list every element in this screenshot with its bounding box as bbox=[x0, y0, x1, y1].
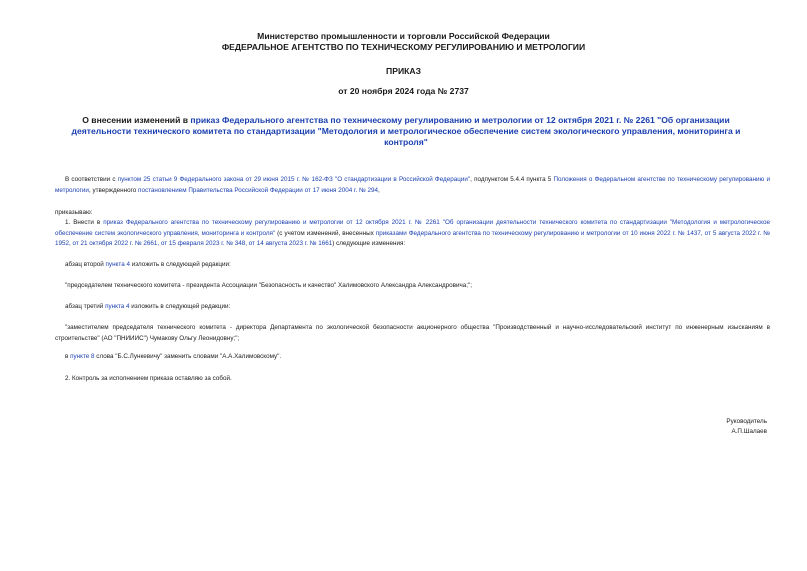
preamble-text-2: , подпунктом 5.4.4 пункта 5 bbox=[470, 176, 554, 183]
ministry-name: Министерство промышленности и торговли Российской Федерации bbox=[257, 31, 550, 41]
order-2261-link[interactable]: приказ Федерального агентства по техническому регулированию и метрологии от 12 октября 2021 г. № 2261 "Об организации деятельности технического комитета по стандартизации "Методология и метрологическое обеспечение систем экологического управления, мониторинга и контроля" bbox=[55, 219, 771, 237]
point-8-link[interactable]: пункте 8 bbox=[70, 353, 95, 360]
p8-text-1: в bbox=[65, 353, 71, 360]
item-2-paragraph: 2. Контроль за исполнением приказа оставляю за собой. bbox=[65, 375, 232, 382]
document-type: ПРИКАЗ bbox=[386, 66, 421, 76]
agency-name: ФЕДЕРАЛЬНОЕ АГЕНТСТВО ПО ТЕХНИЧЕСКОМУ РЕГУЛИРОВАНИЮ И МЕТРОЛОГИИ bbox=[221, 42, 586, 52]
point-8-paragraph bbox=[55, 352, 770, 363]
abz2-paragraph bbox=[55, 260, 770, 271]
quote-2: "заместителем председателя технического комитета - директора Департамента по экологической безопасности акционерного общества "Производственный и научно-исследовательский институт по инженерным изысканиям в строительстве" (АО "ПНИИИС") Чумакову Ольгу Леонидовну;"; bbox=[55, 324, 770, 342]
regulation-link[interactable]: Положения о Федеральном агентстве по техническому регулированию и метрологии bbox=[55, 176, 770, 194]
item1-text-3: ) следующие изменения: bbox=[332, 240, 406, 247]
document-header bbox=[0, 31, 807, 53]
abz3-text-1: абзац третий bbox=[65, 303, 106, 310]
item-1-paragraph bbox=[55, 218, 770, 250]
signature-block bbox=[726, 417, 767, 437]
subject-prefix: О внесении изменений в bbox=[82, 115, 191, 125]
preamble-text-4: , bbox=[378, 186, 380, 194]
point-4-link[interactable]: пункта 4 bbox=[105, 261, 130, 268]
decree-link[interactable]: постановлением Правительства Российской Федерации от 17 июня 2004 г. № 294 bbox=[138, 186, 378, 194]
document-subject bbox=[55, 115, 757, 148]
law-link[interactable]: пунктом 25 статьи 9 Федерального закона от 29 июня 2015 г. № 162-ФЗ "О стандартизации в Российской Федерации" bbox=[117, 176, 471, 183]
orders-word: приказываю: bbox=[55, 209, 93, 216]
subject-link[interactable]: приказ Федерального агентства по техническому регулированию и метрологии от 12 октября 2021 г. № 2261 "Об организации деятельности технического комитета по стандартизации "Методология и метрологическое обеспечение систем экологического управления, мониторинга и контроля" bbox=[71, 115, 741, 147]
p8-text-2: слова "Б.С.Лункевичу" заменить словами "А.А.Халимовскому". bbox=[94, 353, 282, 360]
preamble-paragraph bbox=[55, 175, 770, 196]
abz2-text-1: абзац второй bbox=[65, 261, 106, 268]
abz3-text-2: изложить в следующей редакции: bbox=[129, 303, 231, 310]
preamble-text-3: , утвержденного bbox=[88, 186, 139, 194]
point-4-link[interactable]: пункта 4 bbox=[105, 303, 130, 310]
item1-text-1: 1. Внести в bbox=[65, 219, 104, 226]
signature-name: А.П.Шалаев bbox=[731, 428, 767, 435]
document-date-number: от 20 ноября 2024 года № 2737 bbox=[338, 86, 469, 96]
preamble-text-1: В соответствии с bbox=[65, 176, 118, 183]
amendments-link[interactable]: приказами Федерального агентства по техническому регулированию и метрологии от 10 июня 2022 г. № 1437, от 5 августа 2022 г. № 1952, от 21 октября 2022 г. № 2661, от 15 февраля 2023 г. № 348, от 14 августа 2023 г. № 1661 bbox=[55, 229, 770, 247]
quote-1: "председателем технического комитета - президента Ассоциации "Безопасность и качество" Халимовского Александра Александровича;"; bbox=[65, 282, 473, 289]
abz3-paragraph bbox=[55, 302, 770, 313]
signature-title: Руководитель bbox=[726, 418, 767, 425]
item1-text-2: (с учетом изменений, внесенных bbox=[275, 229, 376, 237]
abz2-text-2: изложить в следующей редакции: bbox=[129, 261, 231, 268]
